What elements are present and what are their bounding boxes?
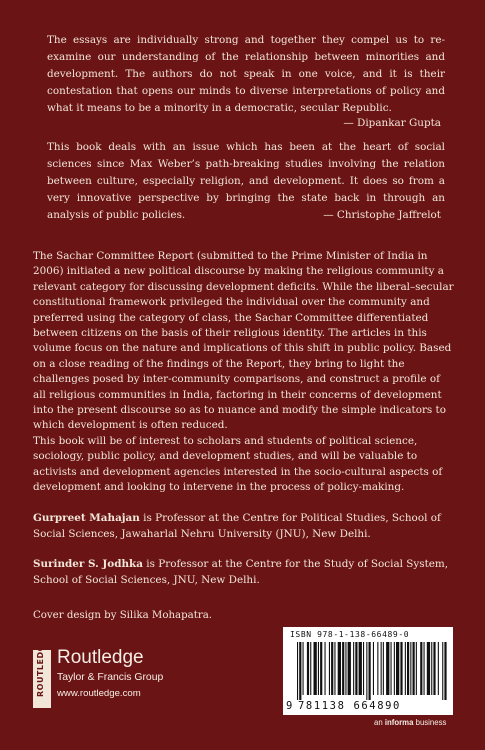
barcode-bar bbox=[310, 642, 311, 695]
routledge-logo-text: ROUTLEDGE bbox=[36, 638, 45, 697]
barcode-bar bbox=[424, 642, 425, 695]
barcode-bar bbox=[353, 642, 354, 695]
cover-design-credit: Cover design by Silika Mohapatra. bbox=[33, 610, 213, 621]
barcode-bar bbox=[394, 642, 395, 695]
barcode-bar bbox=[373, 642, 374, 695]
barcode-bar bbox=[444, 642, 446, 700]
barcode-bar bbox=[369, 642, 371, 700]
barcode-bar bbox=[329, 642, 330, 695]
author-name-1: Gurpreet Mahajan bbox=[33, 512, 140, 524]
publisher-url: www.routledge.com bbox=[57, 688, 141, 699]
barcode-bar bbox=[413, 642, 415, 695]
barcode-bar bbox=[318, 642, 319, 695]
barcode-bar bbox=[442, 642, 443, 700]
barcode-bar bbox=[345, 642, 346, 695]
barcode-bar bbox=[363, 642, 364, 695]
barcode-bar bbox=[314, 642, 317, 695]
author-bio-2 bbox=[33, 557, 455, 588]
author-bio-text-2: is Professor at the Centre for the Study of Social System, School of Social Sciences, JNU, New Delhi. bbox=[33, 558, 449, 586]
quote-2-author: — Christophe Jaffrelot bbox=[323, 209, 441, 221]
barcode-bar bbox=[334, 642, 335, 695]
barcode-bar bbox=[420, 642, 422, 695]
barcode-bar bbox=[331, 642, 333, 695]
publisher-group: Taylor & Francis Group bbox=[57, 672, 164, 683]
barcode-bar bbox=[297, 642, 298, 700]
barcode-bar bbox=[410, 642, 411, 695]
author-bio-1 bbox=[33, 511, 455, 542]
barcode-bar bbox=[348, 642, 351, 695]
barcode-bar bbox=[427, 642, 430, 695]
description-paragraph-2 bbox=[33, 434, 455, 496]
barcode-bar bbox=[400, 642, 402, 695]
barcode-bar bbox=[391, 642, 392, 695]
barcode-bar bbox=[381, 642, 382, 695]
barcode-bar bbox=[383, 642, 384, 695]
barcode-bar bbox=[396, 642, 399, 695]
barcode-bar bbox=[366, 642, 367, 700]
barcode-bar bbox=[355, 642, 357, 695]
barcode-number: 781138 664890 bbox=[298, 700, 401, 712]
informa-word: informa bbox=[384, 718, 414, 727]
quote-1 bbox=[47, 32, 445, 117]
barcode-icon bbox=[285, 642, 451, 700]
barcode-bar bbox=[307, 642, 309, 695]
barcode-bar bbox=[386, 642, 389, 695]
barcode-bar bbox=[433, 642, 435, 695]
barcode-bar bbox=[325, 642, 326, 695]
informa-business-tag bbox=[374, 718, 446, 727]
routledge-logo-icon bbox=[33, 638, 51, 708]
barcode-bar bbox=[407, 642, 409, 695]
barcode-bar bbox=[303, 642, 304, 695]
barcode-number-prefix: 9 bbox=[286, 700, 293, 712]
author-name-2: Surinder S. Jodhka bbox=[33, 558, 143, 570]
barcode-bar bbox=[320, 642, 322, 695]
quote-1-author: — Dipankar Gupta bbox=[343, 117, 441, 129]
informa-suffix: business bbox=[413, 718, 447, 727]
quote-1-text: The essays are individually strong and together they compel us to re-examine our understanding of the relationship between minorities and development. The authors do not speak in one voice, and it is their contestation that opens our minds to diverse interpretations of policy and what it means to be a minority in a democratic, secular Republic. bbox=[47, 34, 445, 114]
barcode-bar bbox=[431, 642, 432, 695]
barcode-bar bbox=[438, 642, 439, 695]
barcode-bar bbox=[405, 642, 406, 695]
author-bio-text-1: is Professor at the Centre for Political Studies, School of Social Sciences, Jawaharlal Nehru University (JNU), New Delhi. bbox=[33, 512, 441, 540]
barcode-bar bbox=[338, 642, 341, 695]
publisher-name: Routledge bbox=[57, 647, 144, 668]
barcode-bar bbox=[416, 642, 417, 695]
description-paragraph-1 bbox=[33, 249, 455, 434]
informa-prefix: an bbox=[374, 718, 385, 727]
isbn-label: ISBN 978-1-138-66489-0 bbox=[290, 630, 410, 639]
barcode-bar bbox=[377, 642, 378, 695]
barcode-bar bbox=[299, 642, 301, 700]
description-text-1: The Sachar Committee Report (submitted to the Prime Minister of India in 2006) initiated a new political discourse by making the religious community a relevant category for discussing development deficits. While the liberal–secular constitutional framework privileged the individual over the community and preferred using the category of class, the Sachar Committee differentiated between citizens on the basis of their religious identity. The articles in this volume focus on the nature and implications of this shift in public policy. Based on a close reading of the findings of the Report, they bring to light the challenges posed by inter-community comparisons, and construct a profile of all religious communities in India, factoring in their concerns of development into the present discourse so as to nuance and modify the simple indicators to which development is often reduced. bbox=[33, 250, 454, 432]
barcode-bar bbox=[359, 642, 362, 695]
barcode-bar bbox=[342, 642, 344, 695]
quote-2-text: This book deals with an issue which has been at the heart of social sciences since Max Weber’s path-breaking studies involving the relation between culture, especially religion, and development. It does so from a very innovative perspective by bringing the state back in through an analysis of public policies. bbox=[47, 141, 445, 221]
description-text-2: This book will be of interest to scholars and students of political science, sociology, public policy, and development studies, and will be valuable to activists and development agencies interested in the socio-cultural aspects of development and looking to intervene in the process of policy-making. bbox=[33, 435, 443, 494]
